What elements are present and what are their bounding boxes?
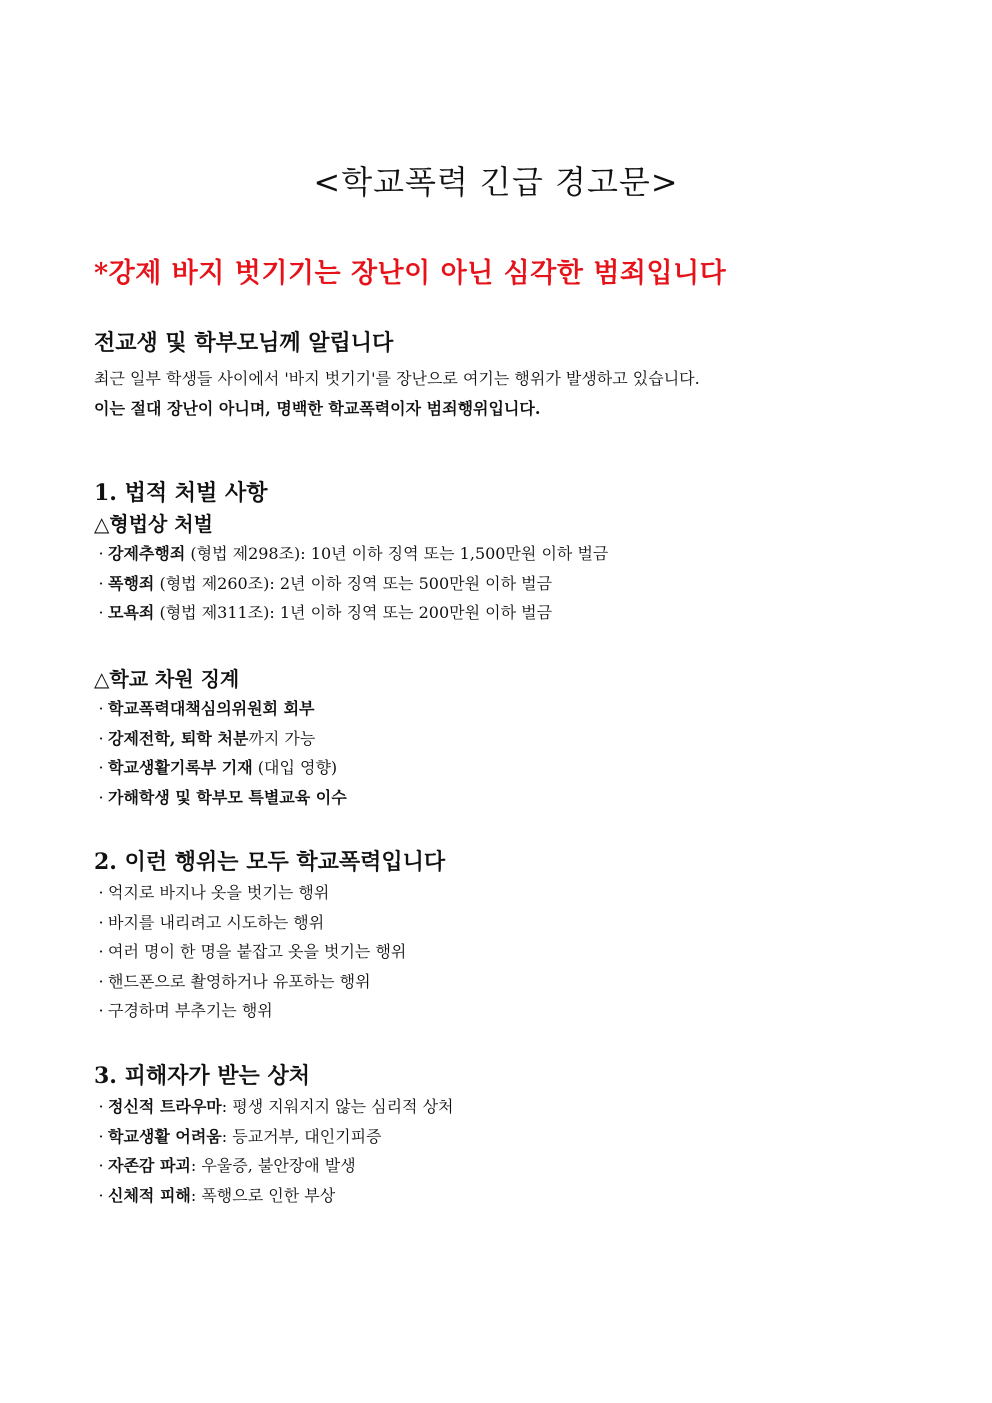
- warning-banner: *강제 바지 벗기기는 장난이 아닌 심각한 범죄입니다: [94, 258, 727, 289]
- list-item: [94, 1122, 454, 1152]
- item-term: 모욕죄: [108, 603, 155, 622]
- notice-line-2: 이는 절대 장난이 아니며, 명백한 학교폭력이자 범죄행위입니다.: [94, 399, 541, 418]
- bullet: ·: [98, 912, 104, 932]
- list-item: [94, 908, 445, 938]
- bullet: ·: [98, 603, 104, 622]
- item-detail: : 폭행으로 인한 부상: [190, 1185, 336, 1205]
- bullet: ·: [98, 544, 104, 563]
- bullet: ·: [98, 1126, 104, 1146]
- violence-acts-list: [94, 878, 445, 1026]
- item-term: 정신적 트라우마: [108, 1097, 222, 1116]
- item-term: 폭행죄: [108, 573, 155, 593]
- school-discipline-title: △학교 차원 징계: [94, 667, 240, 691]
- item-detail: (형법 제260조): 2년 이하 징역 또는 500만원 이하 벌금: [154, 573, 553, 593]
- bullet: ·: [98, 728, 104, 748]
- bullet: ·: [98, 758, 104, 777]
- section-violence-acts: [94, 846, 445, 1026]
- list-item: [94, 937, 445, 967]
- notice-heading: 전교생 및 학부모님께 알립니다: [94, 330, 394, 356]
- item-term: 가해학생 및 학부모 특별교육 이수: [108, 787, 347, 807]
- section-1-title: 1. 법적 처벌 사항: [94, 480, 268, 506]
- list-item: [94, 569, 608, 599]
- item-detail: : 우울증, 불안장애 발생: [190, 1156, 356, 1175]
- bullet: ·: [98, 787, 104, 807]
- list-item: [94, 1092, 454, 1122]
- bullet: ·: [98, 1185, 104, 1205]
- item-term: 강제전학, 퇴학 처분: [108, 728, 249, 748]
- list-item: [94, 1181, 454, 1211]
- bullet: ·: [98, 1001, 104, 1020]
- list-item: [94, 694, 347, 724]
- list-item: [94, 1151, 454, 1181]
- item-text: 바지를 내리려고 시도하는 행위: [108, 912, 325, 932]
- list-item: [94, 996, 445, 1026]
- notice-line-1: 최근 일부 학생들 사이에서 '바지 벗기기'를 장난으로 여기는 행위가 발생하고 있습니다.: [94, 369, 700, 388]
- section-2-title: 2. 이런 행위는 모두 학교폭력입니다: [94, 849, 446, 875]
- bullet: ·: [98, 573, 104, 593]
- item-detail: : 평생 지워지지 않는 심리적 상처: [221, 1097, 454, 1116]
- item-detail: (대입 영향): [252, 758, 338, 777]
- page-title: <학교폭력 긴급 경고문>: [313, 163, 679, 201]
- bullet: ·: [98, 1097, 104, 1116]
- item-text: 억지로 바지나 옷을 벗기는 행위: [108, 883, 330, 902]
- item-term: 학교생활 어려움: [108, 1126, 222, 1146]
- list-item: [94, 753, 347, 783]
- section-legal-penalties: [94, 477, 608, 628]
- list-item: [94, 724, 347, 754]
- notice-body: [94, 364, 700, 424]
- criminal-law-list: [94, 539, 608, 628]
- item-term: 자존감 파괴: [108, 1156, 191, 1175]
- bullet: ·: [98, 942, 104, 961]
- item-detail: : 등교거부, 대인기피증: [221, 1126, 382, 1146]
- list-item: [94, 878, 445, 908]
- item-text: 여러 명이 한 명을 붙잡고 옷을 벗기는 행위: [108, 942, 407, 961]
- item-term: 강제추행죄: [108, 544, 186, 563]
- bullet: ·: [98, 699, 104, 718]
- item-term: 신체적 피해: [108, 1185, 191, 1205]
- list-item: [94, 967, 445, 997]
- school-discipline-list: [94, 694, 347, 812]
- section-victim-harm: [94, 1060, 454, 1210]
- item-term: 학교폭력대책심의위원회 회부: [108, 699, 315, 718]
- bullet: ·: [98, 1156, 104, 1175]
- section-school-discipline: [94, 664, 347, 812]
- criminal-law-title: △형법상 처벌: [94, 512, 213, 536]
- item-detail: (형법 제311조): 1년 이하 징역 또는 200만원 이하 벌금: [154, 603, 553, 622]
- item-detail: 까지 가능: [248, 728, 316, 748]
- list-item: [94, 539, 608, 569]
- bullet: ·: [98, 883, 104, 902]
- list-item: [94, 598, 608, 628]
- item-detail: (형법 제298조): 10년 이하 징역 또는 1,500만원 이하 벌금: [185, 544, 609, 563]
- victim-harm-list: [94, 1092, 454, 1210]
- bullet: ·: [98, 971, 104, 991]
- item-text: 구경하며 부추기는 행위: [108, 1001, 273, 1020]
- item-term: 학교생활기록부 기재: [108, 758, 253, 777]
- list-item: [94, 783, 347, 813]
- item-text: 핸드폰으로 촬영하거나 유포하는 행위: [108, 971, 371, 991]
- section-3-title: 3. 피해자가 받는 상처: [94, 1063, 310, 1089]
